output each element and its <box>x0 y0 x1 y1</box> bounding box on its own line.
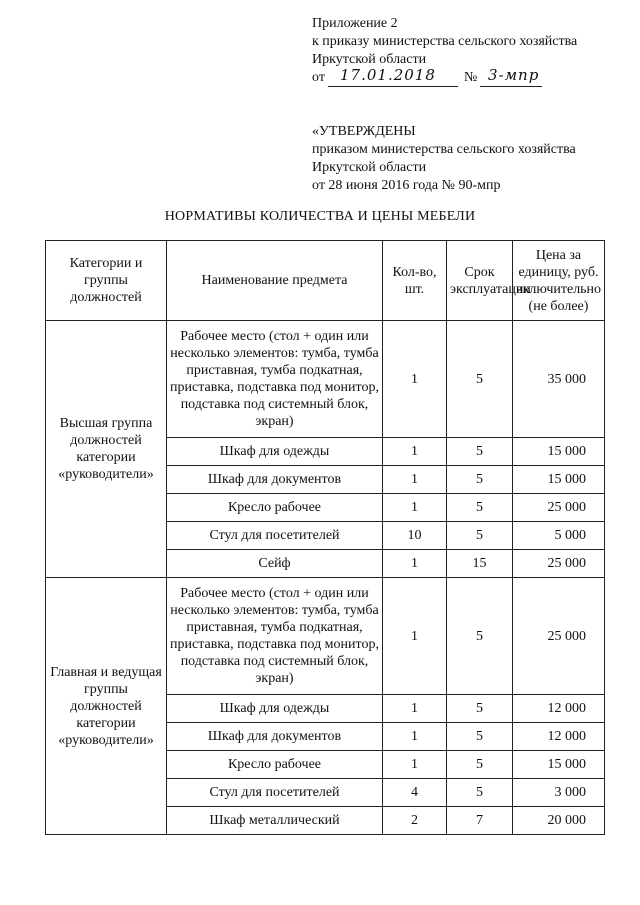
from-label: от <box>312 70 325 85</box>
price-cell: 25 000 <box>513 550 605 578</box>
price-cell: 15 000 <box>513 751 605 779</box>
item-name-cell: Стул для посетителей <box>167 522 383 550</box>
order-reference: к приказу министерства сельского хозяйства <box>312 34 578 49</box>
approval-line-2: приказом министерства сельского хозяйства <box>312 142 576 157</box>
term-cell: 5 <box>447 522 513 550</box>
quantity-cell: 1 <box>383 751 447 779</box>
category-cell: Главная и ведущая группы должностей категории «руководители» <box>46 578 167 835</box>
region-name: Иркутской области <box>312 52 427 67</box>
item-name-cell: Шкаф для одежды <box>167 438 383 466</box>
term-cell: 5 <box>447 321 513 438</box>
header-term: Срок эксплуатации <box>447 241 513 321</box>
price-cell: 3 000 <box>513 779 605 807</box>
item-name-cell: Стул для посетителей <box>167 779 383 807</box>
term-cell: 7 <box>447 807 513 835</box>
header-name: Наименование предмета <box>167 241 383 321</box>
item-name-cell: Рабочее место (стол + один или несколько элементов: тумба, тумба приставная, тумба подкатная, приставка, подставка под монитор, подставка под системный блок, экран) <box>167 578 383 695</box>
appendix-number: Приложение 2 <box>312 16 398 31</box>
number-underline <box>480 86 542 87</box>
item-name-cell: Сейф <box>167 550 383 578</box>
price-cell: 12 000 <box>513 695 605 723</box>
item-name-cell: Кресло рабочее <box>167 494 383 522</box>
category-cell: Высшая группа должностей категории «руководители» <box>46 321 167 578</box>
furniture-norms-table <box>45 240 605 835</box>
header-price: Цена за единицу, руб. включительно (не более) <box>513 241 605 321</box>
quantity-cell: 1 <box>383 321 447 438</box>
quantity-cell: 2 <box>383 807 447 835</box>
term-cell: 5 <box>447 779 513 807</box>
term-cell: 5 <box>447 695 513 723</box>
number-label: № <box>464 70 478 85</box>
price-cell: 25 000 <box>513 578 605 695</box>
table-header-row <box>46 241 605 321</box>
handwritten-date: 17.01.2018 <box>340 66 436 84</box>
price-cell: 35 000 <box>513 321 605 438</box>
term-cell: 5 <box>447 494 513 522</box>
item-name-cell: Шкаф металлический <box>167 807 383 835</box>
quantity-cell: 10 <box>383 522 447 550</box>
quantity-cell: 1 <box>383 578 447 695</box>
date-underline <box>328 86 458 87</box>
quantity-cell: 1 <box>383 466 447 494</box>
price-cell: 20 000 <box>513 807 605 835</box>
price-cell: 25 000 <box>513 494 605 522</box>
price-cell: 15 000 <box>513 466 605 494</box>
approval-block <box>312 123 576 195</box>
table-row <box>46 578 605 695</box>
term-cell: 5 <box>447 723 513 751</box>
term-cell: 15 <box>447 550 513 578</box>
price-cell: 15 000 <box>513 438 605 466</box>
term-cell: 5 <box>447 751 513 779</box>
header-category: Категории и группы должностей <box>46 241 167 321</box>
table-body <box>46 321 605 835</box>
quantity-cell: 1 <box>383 438 447 466</box>
item-name-cell: Шкаф для одежды <box>167 695 383 723</box>
quantity-cell: 1 <box>383 695 447 723</box>
item-name-cell: Шкаф для документов <box>167 723 383 751</box>
approval-line-1: «УТВЕРЖДЕНЫ <box>312 124 416 139</box>
item-name-cell: Кресло рабочее <box>167 751 383 779</box>
term-cell: 5 <box>447 578 513 695</box>
approval-line-4: от 28 июня 2016 года № 90-мпр <box>312 178 501 193</box>
item-name-cell: Рабочее место (стол + один или несколько элементов: тумба, тумба приставная, тумба подкатная, приставка, подставка под монитор, подставка под системный блок, экран) <box>167 321 383 438</box>
document-title: НОРМАТИВЫ КОЛИЧЕСТВА И ЦЕНЫ МЕБЕЛИ <box>164 209 476 224</box>
order-date-line <box>312 66 577 87</box>
quantity-cell: 1 <box>383 550 447 578</box>
header-qty: Кол-во, шт. <box>383 241 447 321</box>
price-cell: 12 000 <box>513 723 605 751</box>
appendix-header <box>312 15 577 87</box>
table-row <box>46 321 605 438</box>
handwritten-number: 3-мпр <box>488 66 540 84</box>
quantity-cell: 1 <box>383 494 447 522</box>
price-cell: 5 000 <box>513 522 605 550</box>
quantity-cell: 1 <box>383 723 447 751</box>
quantity-cell: 4 <box>383 779 447 807</box>
term-cell: 5 <box>447 466 513 494</box>
approval-line-3: Иркутской области <box>312 160 427 175</box>
term-cell: 5 <box>447 438 513 466</box>
item-name-cell: Шкаф для документов <box>167 466 383 494</box>
